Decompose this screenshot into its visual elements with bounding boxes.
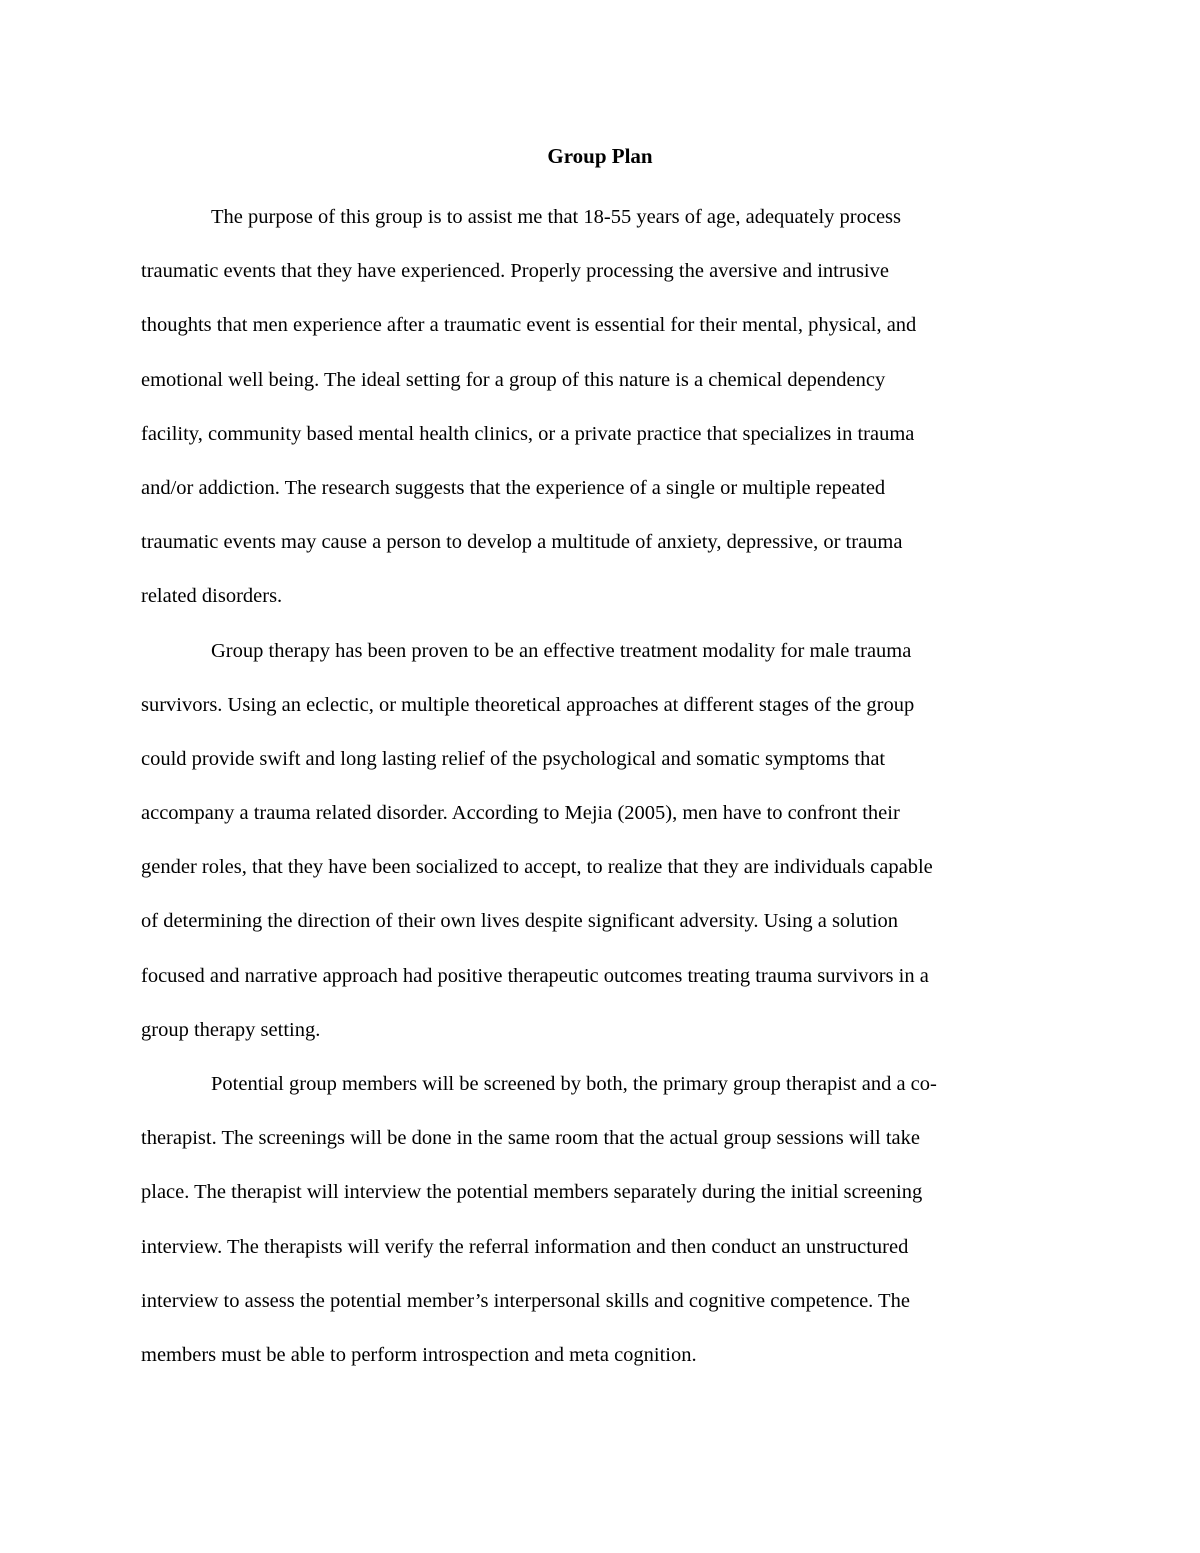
- body-line: accompany a trauma related disorder. According to Mejia (2005), men have to confront their: [141, 802, 900, 825]
- body-line: interview to assess the potential member’s interpersonal skills and cognitive competence. The: [141, 1289, 910, 1312]
- body-line: related disorders.: [141, 585, 283, 608]
- body-line: survivors. Using an eclectic, or multiple theoretical approaches at different stages of the group: [141, 693, 915, 716]
- body-line: emotional well being. The ideal setting for a group of this nature is a chemical dependency: [141, 368, 886, 391]
- body-line: Potential group members will be screened by both, the primary group therapist and a co-: [211, 1073, 937, 1095]
- body-line: traumatic events that they have experienced. Properly processing the aversive and intrusive: [141, 260, 889, 283]
- body-line: group therapy setting.: [141, 1018, 321, 1041]
- body-line: focused and narrative approach had positive therapeutic outcomes treating trauma survivors in a: [141, 964, 929, 987]
- body-line: facility, community based mental health clinics, or a private practice that specializes in trauma: [141, 422, 915, 445]
- body-line: place. The therapist will interview the potential members separately during the initial screening: [141, 1181, 923, 1204]
- body-line: thoughts that men experience after a traumatic event is essential for their mental, physical, and: [141, 314, 917, 337]
- body-line: of determining the direction of their own lives despite significant adversity. Using a solution: [141, 910, 899, 933]
- body-line: Group therapy has been proven to be an effective treatment modality for male trauma: [211, 639, 912, 662]
- body-line: interview. The therapists will verify the referral information and then conduct an unstructured: [141, 1235, 909, 1258]
- body-line: and/or addiction. The research suggests that the experience of a single or multiple repeated: [141, 476, 886, 499]
- body-line: could provide swift and long lasting relief of the psychological and somatic symptoms that: [141, 747, 886, 770]
- body-line: The purpose of this group is to assist me that 18-55 years of age, adequately process: [211, 206, 901, 228]
- body-line: traumatic events may cause a person to develop a multitude of anxiety, depressive, or trauma: [141, 531, 903, 554]
- body-line: gender roles, that they have been socialized to accept, to realize that they are individuals capable: [141, 856, 933, 879]
- body-line: members must be able to perform introspection and meta cognition.: [141, 1343, 697, 1366]
- body-line: therapist. The screenings will be done in the same room that the actual group sessions will take: [141, 1127, 920, 1150]
- document-title: Group Plan: [547, 144, 653, 168]
- document-body: [141, 190, 1056, 1382]
